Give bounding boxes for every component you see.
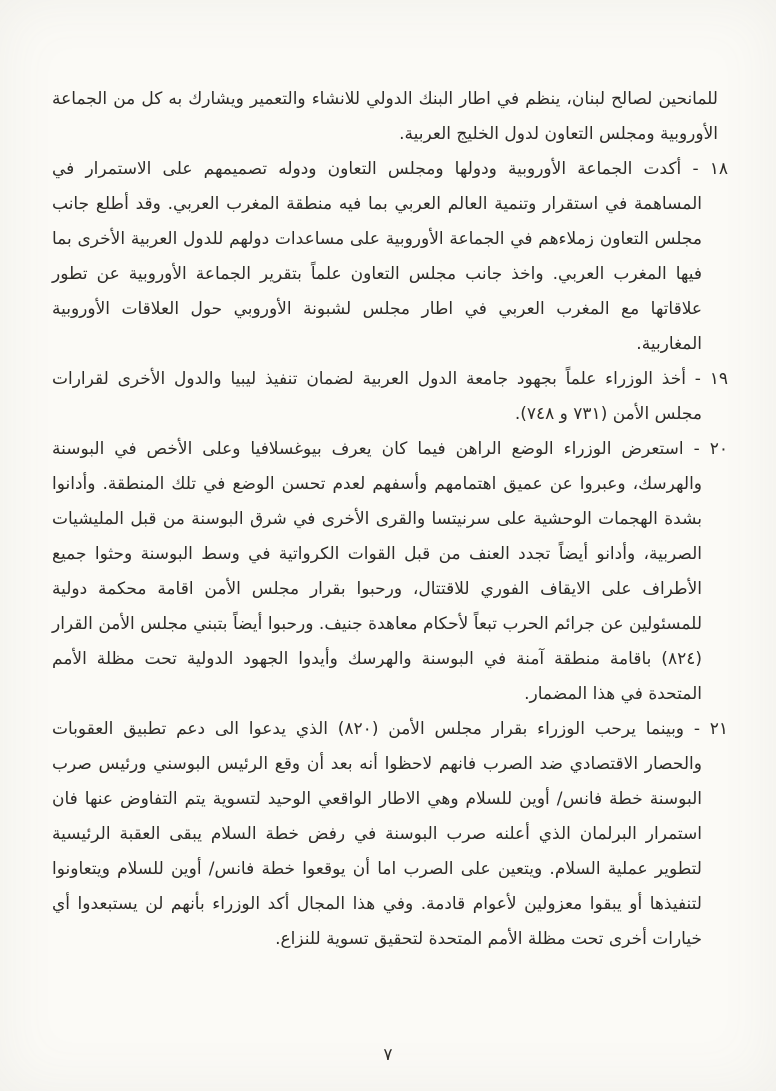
paragraph-text: استعرض الوزراء الوضع الراهن فيما كان يعرف بيوغسلافيا وعلى الأخص في البوسنة والهرسك، وعبروا عن عميق اهتمامهم وأسفهم لعدم تحسن الوضع في تلك المنطقة. وأدانوا بشدة الهجمات الوحشية على سرنيتسا والقرى الأخرى في شرق البوسنة من قبل المليشيات الصربية، وأدانو أيضاً تجدد العنف من قبل القوات الكرواتية في وسط البوسنة وحثوا جميع الأطراف على الايقاف الفوري للاقتتال، ورحبوا بقرار مجلس الأمن اقامة محكمة دولية للمسئولين عن جرائم الحرب تبعاً لأحكام معاهدة جنيف. ورحبوا أيضاً بتبني مجلس الأمن القرار (٨٢٤) باقامة منطقة آمنة في البوسنة والهرسك وأيدوا الجهود الدولية تحت مظلة الأمم المتحدة في هذا المضمار. [52, 439, 702, 704]
paragraph-19 [52, 362, 728, 432]
paragraph-20 [52, 432, 728, 712]
paragraph-number: ١٨ - [692, 159, 728, 179]
paragraph-text: وبينما يرحب الوزراء بقرار مجلس الأمن (٨٢٠) الذي يدعوا الى دعم تطبيق العقوبات والحصار الاقتصادي ضد الصرب فانهم لاحظوا أنه بعد أن وقع الرئيس البوسني ورئيس صرب البوسنة خطة فانس/ أوين للسلام وهي الاطار الواقعي الوحيد لتسوية يتم التفاوض عنها فان استمرار البرلمان الذي أعلنه صرب البوسنة في رفض خطة السلام يبقى العقبة الرئيسية لتطوير عملية السلام. ويتعين على الصرب اما أن يوقعوا خطة فانس/ أوين للسلام ويتعاونوا لتنفيذها أو يبقوا معزولين لأعوام قادمة. وفي هذا المجال أكد الوزراء بأنهم لن يستبعدوا أي خيارات أخرى تحت مظلة الأمم المتحدة لتحقيق تسوية للنزاع. [52, 719, 702, 949]
text-block [52, 82, 728, 957]
paragraph-number: ٢١ - [693, 719, 729, 739]
paragraph-text: أكدت الجماعة الأوروبية ودولها ومجلس التعاون ودوله تصميمهم على الاستمرار في المساهمة في استقرار وتنمية العالم العربي بما فيه منطقة المغرب العربي. وقد أطلع جانب مجلس التعاون زملاءهم في الجماعة الأوروبية على مساعدات دولهم للدول العربية الأخرى بما فيها المغرب العربي. واخذ جانب مجلس التعاون علماً بتقرير الجماعة الأوروبية عن تطور علاقاتها مع المغرب العربي في اطار مجلس لشبونة الأوروبي حول العلاقات الأوروبية المغاربية. [52, 159, 702, 354]
paragraph-number: ٢٠ - [693, 439, 729, 459]
paragraph-text: أخذ الوزراء علماً بجهود جامعة الدول العربية لضمان تنفيذ ليبيا والدول الأخرى لقرارات مجلس الأمن (٧٣١ و ٧٤٨). [52, 369, 702, 424]
page-number: ٧ [383, 1045, 393, 1065]
paragraph-number: ١٩ - [694, 369, 728, 389]
paragraph-18 [52, 152, 728, 362]
paragraph-21 [52, 712, 728, 957]
paragraph-continuation: للمانحين لصالح لبنان، ينظم في اطار البنك الدولي للانشاء والتعمير ويشارك به كل من الجماعة الأوروبية ومجلس التعاون لدول الخليج العربية. [52, 89, 718, 144]
